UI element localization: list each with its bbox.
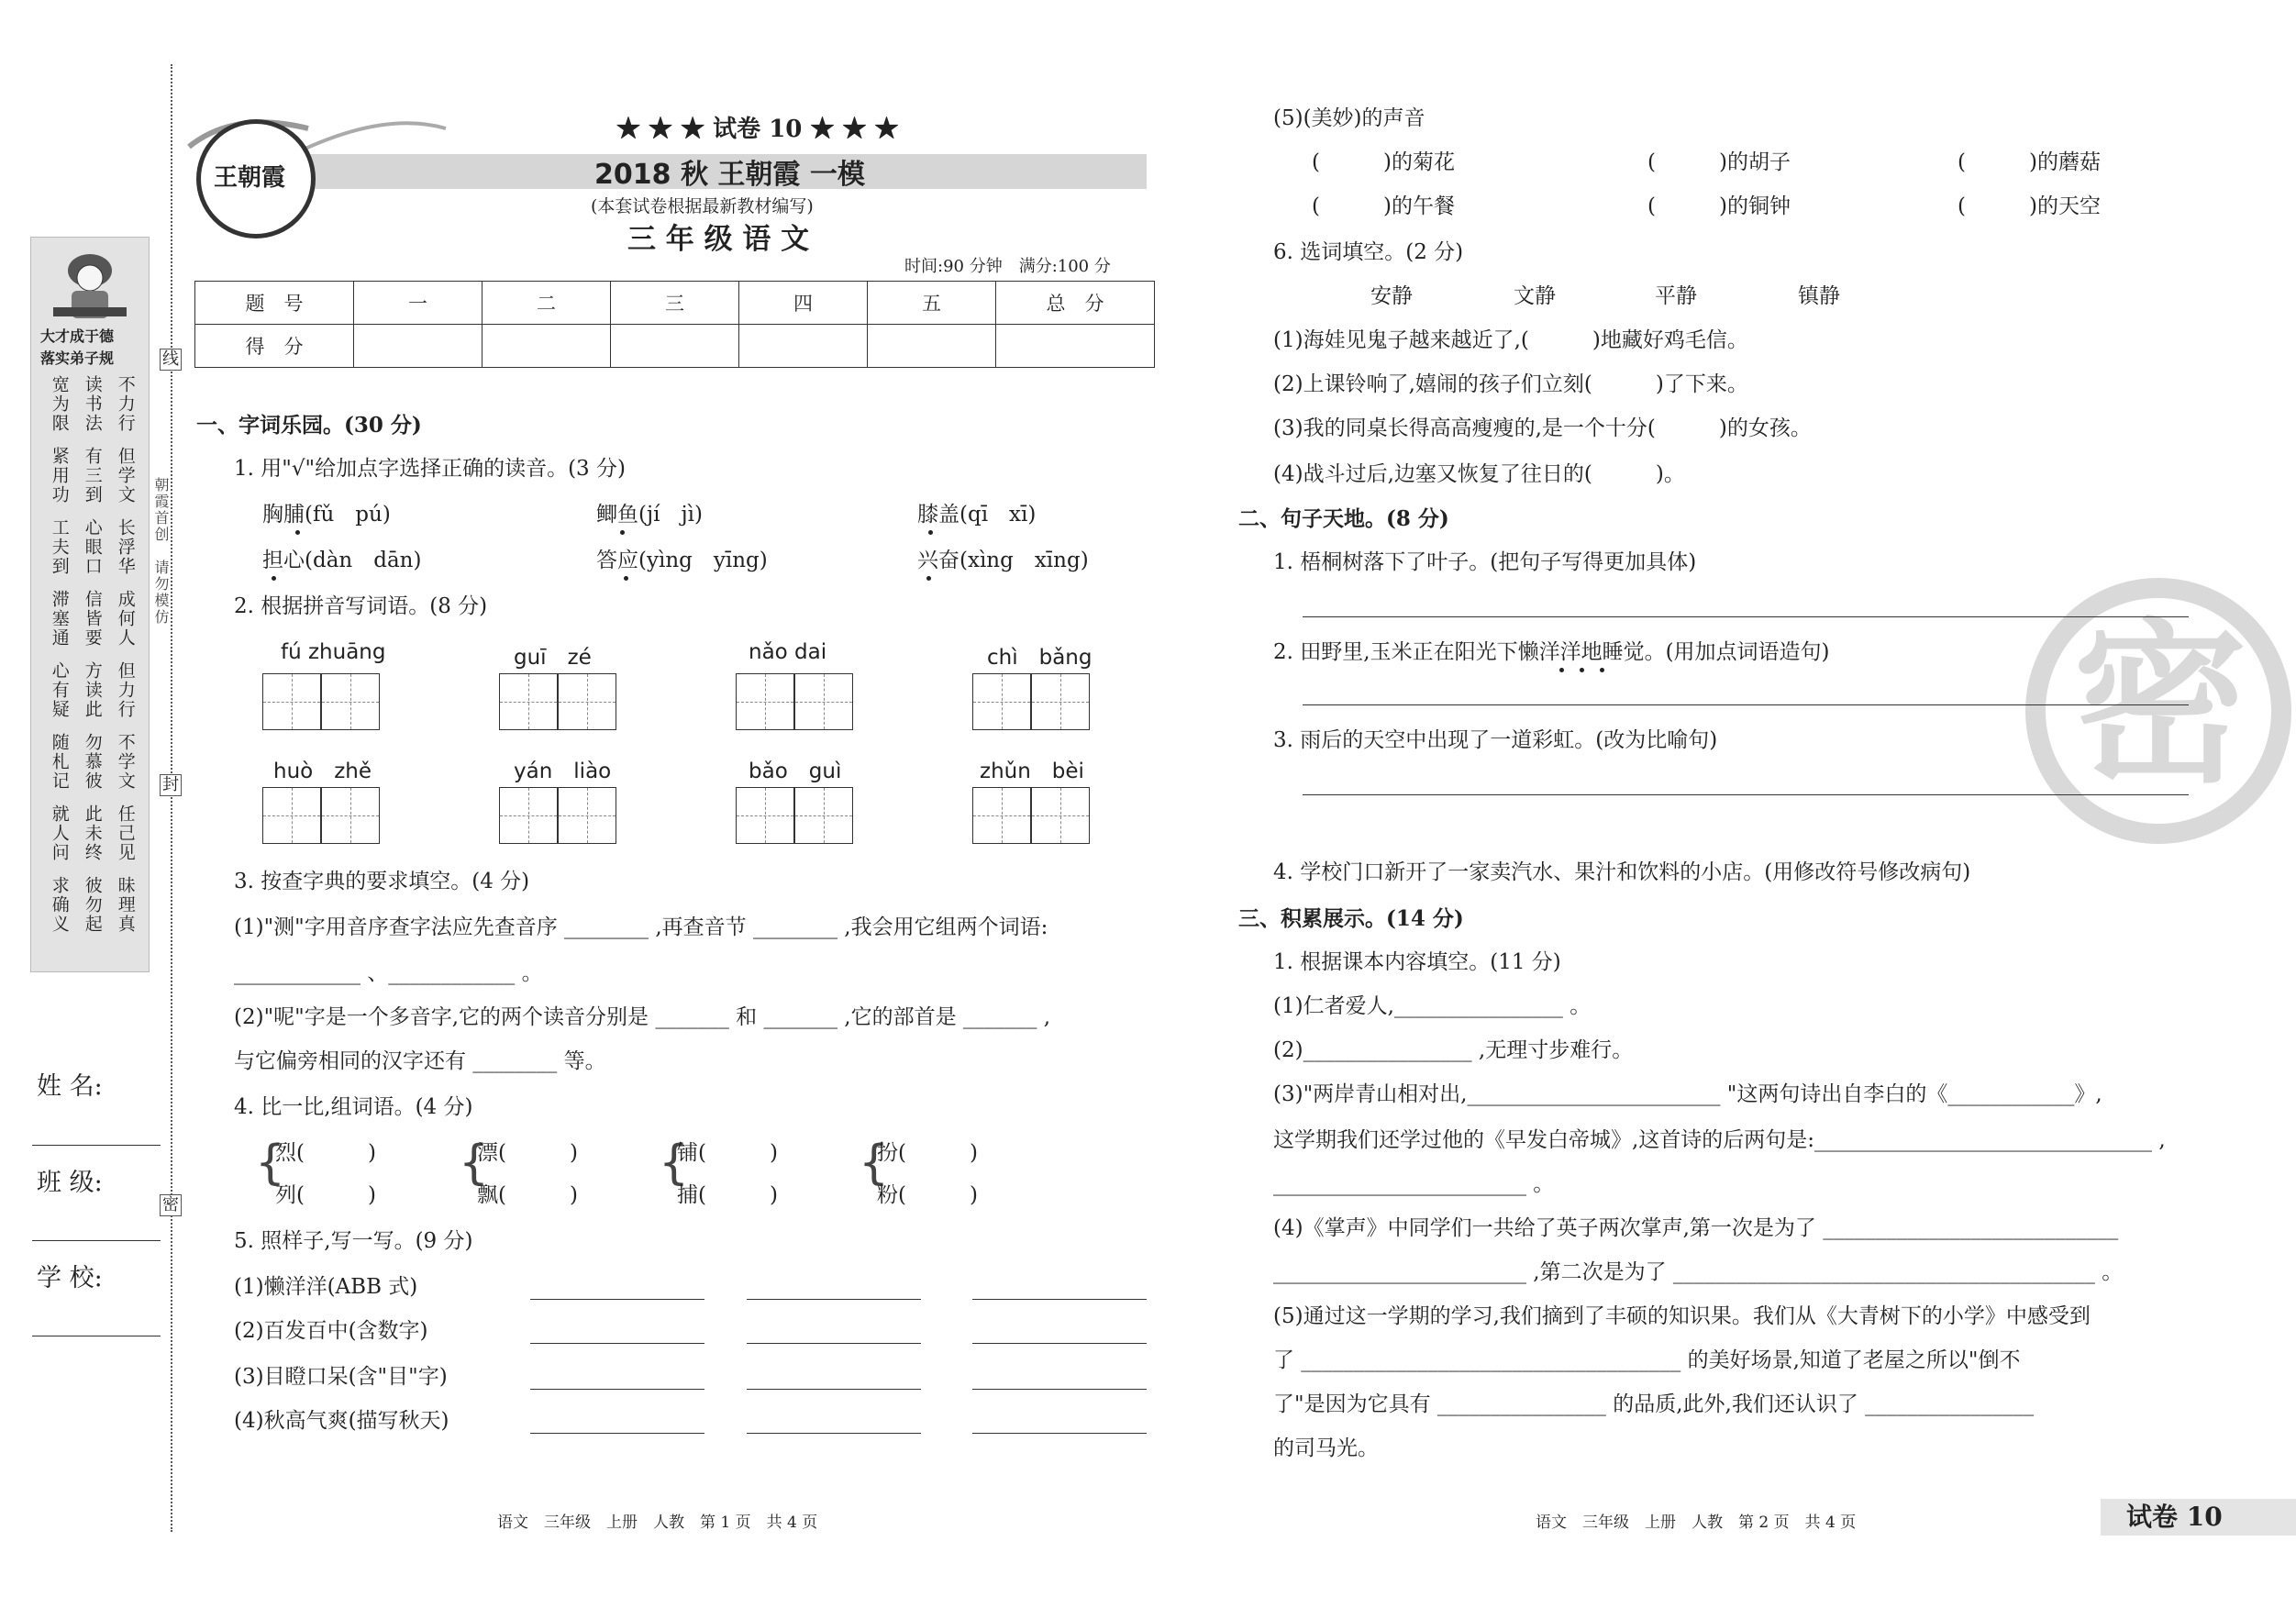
q4-brace: { [459,1136,490,1191]
s3-line[interactable]: (4)《掌声》中同学们一共给了英子两次掌声,第一次是为了 ____________________________ [1273,1216,2119,1240]
q5-answer-line[interactable] [972,1389,1147,1390]
q4-item[interactable]: 捕( ) [677,1183,778,1207]
motto-column: 读书法 [82,375,103,433]
emphasis-dot [928,530,933,535]
score-cell[interactable] [482,325,611,368]
q2-pinyin: bǎo guì [749,760,842,783]
score-col: 三 [611,282,739,325]
q5-item: (3)目瞪口呆(含"目"字) [234,1365,448,1389]
q3-line[interactable]: 与它偏旁相同的汉字还有 ________ 等。 [234,1049,606,1073]
char-writing-box[interactable] [1031,787,1090,844]
score-cell[interactable] [354,325,482,368]
char-writing-box[interactable] [794,673,853,730]
char-writing-box[interactable] [972,673,1031,730]
q4-brace: { [859,1136,890,1191]
score-table [194,281,1155,368]
q2-pinyin: nǎo dai [749,640,827,664]
q5-answer-line[interactable] [530,1343,704,1344]
emphasis-dot [624,576,628,581]
q2-pinyin: zhǔn bèi [980,760,1084,783]
score-col: 总 分 [996,282,1155,325]
class-label: 班 级: [37,1169,103,1197]
q4-item[interactable]: 列( ) [275,1183,376,1207]
q3-line[interactable]: ____________ 、____________ 。 [234,961,543,985]
s3-line[interactable]: (3)"两岸青山相对出,________________________ "这两句诗出自李白的《____________》, [1273,1082,2102,1106]
char-writing-box[interactable] [558,673,616,730]
s3-line[interactable]: (1)仁者爱人,________________ 。 [1273,994,1592,1018]
q6-word: 文静 [1514,284,1556,308]
score-row-label: 得 分 [195,325,354,368]
q5-prompt: 5. 照样子,写一写。(9 分) [234,1229,473,1253]
q1-item[interactable]: 担心(dàn dān) [262,549,422,572]
q1-prompt: 1. 用"√"给加点字选择正确的读音。(3 分) [234,457,626,481]
scholar-figure-icon [44,243,136,326]
q5-5-item[interactable]: ( )的铜钟 [1647,194,1791,218]
char-writing-box[interactable] [499,673,558,730]
motto-column: 不力行 [115,375,136,433]
q5-5-item[interactable]: ( )的天空 [1958,194,2101,218]
char-writing-box[interactable] [736,673,794,730]
name-field[interactable] [32,1145,161,1146]
s3-line[interactable]: (2)________________ ,无理寸步难行。 [1273,1038,1634,1062]
motto-panel [30,237,150,972]
name-label: 姓 名: [37,1072,103,1101]
motto-column: 但学文 [115,447,136,505]
q4-item[interactable]: 烈( ) [275,1141,376,1165]
q6-word: 安静 [1370,284,1413,308]
q6-item[interactable]: (1)海娃见鬼子越来越近了,( )地藏好鸡毛信。 [1273,328,1748,352]
motto-column: 长浮华 [115,518,136,576]
q6-item[interactable]: (3)我的同桌长得高高瘦瘦的,是一个十分( )的女孩。 [1273,416,1812,440]
exam-title: 2018 秋 王朝霞 一模 [594,159,865,191]
score-cell[interactable] [739,325,868,368]
char-writing-box[interactable] [262,787,321,844]
brand-logo-text: 王朝霞 [214,164,286,192]
motto-column: 方读此 [82,661,103,719]
q3-line[interactable]: (1)"测"字用音序查字法应先查音序 ________ ,再查音节 ________ ,我会用它组两个词语: [234,915,1048,939]
q6-prompt: 6. 选词填空。(2 分) [1273,240,1464,264]
s3-line[interactable]: ________________________ 。 [1273,1172,1555,1196]
score-col: 四 [739,282,868,325]
q5-answer-line[interactable] [747,1433,921,1434]
score-header-label: 题 号 [195,282,354,325]
page1-footer: 语文 三年级 上册 人教 第 1 页 共 4 页 [497,1514,818,1532]
binding-mark-mi: 密 [160,1194,182,1216]
motto-column: 不学文 [115,733,136,791]
emphasis-dot [1559,668,1564,672]
q5-5-prompt: (5)(美妙)的声音 [1273,106,1425,130]
q5-item: (2)百发百中(含数字) [234,1319,428,1343]
s2-item: 1. 梧桐树落下了叶子。(把句子写得更加具体) [1273,550,1697,574]
q4-brace: { [255,1136,286,1191]
corner-tag: 试卷 10 [2126,1502,2223,1532]
q5-5-item[interactable]: ( )的菊花 [1312,150,1455,174]
exam-subtitle: (本套试卷根据最新教材编写) [591,196,814,216]
s3-line[interactable]: (5)通过这一学期的学习,我们摘到了丰硕的知识果。我们从《大青树下的小学》中感受到 [1273,1304,2091,1328]
q2-pinyin: chì bǎng [987,646,1093,670]
section3-heading: 三、积累展示。(14 分) [1238,906,1464,931]
q2-pinyin: yán liào [514,760,612,783]
q1-item[interactable]: 膝盖(qī xī) [917,503,1037,527]
motto-column: 工夫到 [49,518,70,576]
s3-line[interactable]: 了 ____________________________________ 的美好场景,知道了老屋之所以"倒不 [1273,1348,2021,1372]
grade-subject: 三 年 级 语 文 [627,223,810,256]
char-writing-box[interactable] [736,787,794,844]
s2-answer-line[interactable] [1303,794,2189,795]
q5-answer-line[interactable] [747,1299,921,1300]
char-writing-box[interactable] [321,673,380,730]
q4-item[interactable]: 飘( ) [477,1183,578,1207]
emphasis-dot [1580,668,1584,672]
q3-prompt: 3. 按查字典的要求填空。(4 分) [234,870,530,893]
q1-item[interactable]: 兴奋(xìng xīng) [917,549,1089,572]
section1-heading: 一、字词乐园。(30 分) [196,413,422,438]
motto-bottom: 落实弟子规 [40,349,115,367]
q6-item[interactable]: (2)上课铃响了,嬉闹的孩子们立刻( )了下来。 [1273,372,1748,396]
motto-column: 有三到 [82,447,103,505]
section2-heading: 二、句子天地。(8 分) [1238,506,1449,531]
motto-top: 大才成于德 [40,327,115,345]
s3-line[interactable]: 这学期我们还学过他的《早发白帝城》,这首诗的后两句是:________________________________ , [1273,1128,2166,1152]
q2-pinyin: guī zé [514,646,592,670]
q3-line[interactable]: (2)"呢"字是一个多音字,它的两个读音分别是 _______ 和 _______ ,它的部首是 _______ , [234,1005,1051,1029]
char-writing-box[interactable] [499,787,558,844]
motto-column: 心有疑 [49,661,70,719]
q6-word: 镇静 [1798,284,1840,308]
q4-brace: { [659,1136,690,1191]
s3-prompt: 1. 根据课本内容填空。(11 分) [1273,950,1561,974]
q5-5-item[interactable]: ( )的胡子 [1647,150,1791,174]
secret-watermark-text: 密 [2073,604,2248,806]
q1-item[interactable]: 胸脯(fǔ pú) [262,503,391,527]
s2-item: 4. 学校门口新开了一家卖汽水、果汁和饮料的小店。(用修改符号修改病句) [1273,860,1971,884]
char-writing-box[interactable] [972,787,1031,844]
motto-column: 勿慕彼 [82,733,103,791]
q5-answer-line[interactable] [972,1299,1147,1300]
copyright-note: 朝霞首创 请勿模仿 [152,477,170,626]
q5-5-item[interactable]: ( )的蘑菇 [1958,150,2101,174]
score-cell[interactable] [868,325,996,368]
motto-column: 宽为限 [49,375,70,433]
q1-item[interactable]: 鲫鱼(jí jì) [596,503,703,527]
q5-answer-line[interactable] [530,1433,704,1434]
brand-logo [196,119,316,238]
motto-column: 信皆要 [82,590,103,648]
motto-column: 心眼口 [82,518,103,576]
q4-prompt: 4. 比一比,组词语。(4 分) [234,1095,473,1119]
q1-item[interactable]: 答应(yìng yīng) [596,549,768,572]
s2-answer-line[interactable] [1303,704,2189,705]
series-label: ★ ★ ★ 试卷 10 ★ ★ ★ [616,116,899,143]
binding-dotted-line [171,64,172,1532]
q4-item[interactable]: 扮( ) [877,1141,978,1165]
s3-line[interactable]: 了"是因为它具有 ________________ 的品质,此外,我们还认识了 ________________ [1273,1392,2035,1416]
char-writing-box[interactable] [1031,673,1090,730]
s2-item: 3. 雨后的天空中出现了一道彩虹。(改为比喻句) [1273,728,1718,752]
score-col: 一 [354,282,482,325]
motto-column: 任己见 [115,804,136,862]
emphasis-dot [926,576,931,581]
q2-pinyin: fú zhuāng [281,640,386,664]
s3-line[interactable]: 的司马光。 [1273,1436,1379,1460]
motto-column: 但力行 [115,661,136,719]
emphasis-dot [272,576,276,581]
q6-word: 平静 [1655,284,1697,308]
class-field[interactable] [32,1240,161,1241]
motto-column: 彼勿起 [82,876,103,934]
q5-item: (4)秋高气爽(描写秋天) [234,1409,449,1433]
emphasis-dot [295,530,300,535]
char-writing-box[interactable] [321,787,380,844]
q5-5-item[interactable]: ( )的午餐 [1312,194,1455,218]
score-col: 五 [868,282,996,325]
q2-pinyin: huò zhě [273,760,372,783]
q5-answer-line[interactable] [747,1389,921,1390]
q5-answer-line[interactable] [747,1343,921,1344]
q4-item[interactable]: 铺( ) [677,1141,778,1165]
motto-column: 就人问 [49,804,70,862]
char-writing-box[interactable] [262,673,321,730]
motto-column: 求确义 [49,876,70,934]
emphasis-dot [620,530,625,535]
s3-line[interactable]: ________________________ ,第二次是为了 ________________________________________ 。 [1273,1260,2124,1284]
time-info: 时间:90 分钟 满分:100 分 [904,257,1111,276]
q5-item: (1)懒洋洋(ABB 式) [234,1275,418,1299]
motto-column: 紧用功 [49,447,70,505]
school-label: 学 校: [37,1264,103,1292]
q2-prompt: 2. 根据拼音写词语。(8 分) [234,594,488,618]
emphasis-dot [1600,668,1604,672]
q5-answer-line[interactable] [972,1433,1147,1434]
q5-answer-line[interactable] [530,1299,704,1300]
q5-answer-line[interactable] [530,1389,704,1390]
binding-mark-feng: 封 [160,774,182,796]
q4-item[interactable]: 漂( ) [477,1141,578,1165]
page2-footer: 语文 三年级 上册 人教 第 2 页 共 4 页 [1536,1514,1857,1532]
q6-item[interactable]: (4)战斗过后,边塞又恢复了往日的( )。 [1273,462,1685,486]
motto-column: 昧理真 [115,876,136,934]
motto-column: 随札记 [49,733,70,791]
q5-answer-line[interactable] [972,1343,1147,1344]
score-col: 二 [482,282,611,325]
motto-column: 此未终 [82,804,103,862]
motto-column: 滞塞通 [49,590,70,648]
s2-answer-line[interactable] [1303,616,2189,617]
s2-item: 2. 田野里,玉米正在阳光下懒洋洋地睡觉。(用加点词语造句) [1273,640,1830,664]
motto-column: 成何人 [115,590,136,648]
score-cell[interactable] [611,325,739,368]
secret-watermark [2025,578,2291,844]
binding-mark-xian: 线 [160,349,182,371]
q4-item[interactable]: 粉( ) [877,1183,978,1207]
char-writing-box[interactable] [558,787,616,844]
char-writing-box[interactable] [794,787,853,844]
score-cell[interactable] [996,325,1155,368]
